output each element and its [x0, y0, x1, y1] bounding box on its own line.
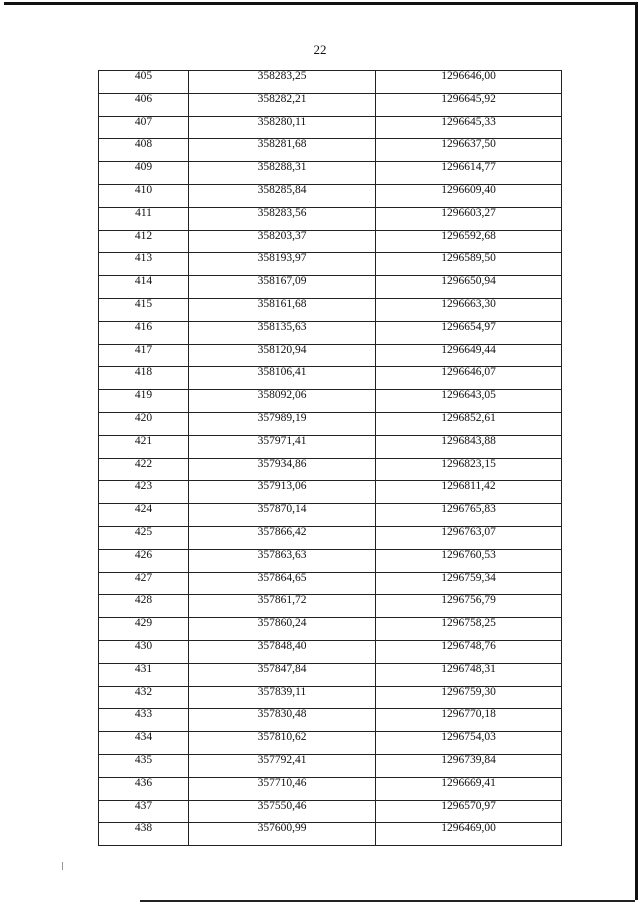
table-row — [99, 184, 562, 207]
coordinates-table — [98, 70, 562, 846]
point-number-cell: 415 — [99, 298, 189, 321]
table-row — [99, 618, 562, 641]
point-number-cell: 422 — [99, 458, 189, 481]
x-coordinate-cell: 357864,65 — [189, 572, 376, 595]
y-coordinate-cell: 1296637,50 — [376, 139, 562, 162]
point-number-cell: 421 — [99, 435, 189, 458]
point-number-cell: 405 — [99, 71, 189, 94]
point-number-cell: 418 — [99, 367, 189, 390]
table-row — [99, 823, 562, 846]
table-row — [99, 367, 562, 390]
point-number-cell: 409 — [99, 162, 189, 185]
x-coordinate-cell: 357934,86 — [189, 458, 376, 481]
table-row — [99, 526, 562, 549]
y-coordinate-cell: 1296748,76 — [376, 640, 562, 663]
y-coordinate-cell: 1296754,03 — [376, 732, 562, 755]
y-coordinate-cell: 1296763,07 — [376, 526, 562, 549]
y-coordinate-cell: 1296765,83 — [376, 504, 562, 527]
table-row — [99, 754, 562, 777]
y-coordinate-cell: 1296469,00 — [376, 823, 562, 846]
point-number-cell: 413 — [99, 253, 189, 276]
x-coordinate-cell: 357550,46 — [189, 800, 376, 823]
point-number-cell: 417 — [99, 344, 189, 367]
y-coordinate-cell: 1296646,00 — [376, 71, 562, 94]
y-coordinate-cell: 1296756,79 — [376, 595, 562, 618]
point-number-cell: 437 — [99, 800, 189, 823]
table-row — [99, 139, 562, 162]
table-row — [99, 253, 562, 276]
x-coordinate-cell: 358106,41 — [189, 367, 376, 390]
table-row — [99, 207, 562, 230]
table-row — [99, 595, 562, 618]
point-number-cell: 427 — [99, 572, 189, 595]
point-number-cell: 411 — [99, 207, 189, 230]
y-coordinate-cell: 1296760,53 — [376, 549, 562, 572]
x-coordinate-cell: 358282,21 — [189, 93, 376, 116]
table-row — [99, 162, 562, 185]
point-number-cell: 429 — [99, 618, 189, 641]
y-coordinate-cell: 1296748,31 — [376, 663, 562, 686]
point-number-cell: 431 — [99, 663, 189, 686]
table-row — [99, 458, 562, 481]
y-coordinate-cell: 1296843,88 — [376, 435, 562, 458]
x-coordinate-cell: 357870,14 — [189, 504, 376, 527]
y-coordinate-cell: 1296645,33 — [376, 116, 562, 139]
point-number-cell: 408 — [99, 139, 189, 162]
point-number-cell: 419 — [99, 390, 189, 413]
x-coordinate-cell: 358281,68 — [189, 139, 376, 162]
point-number-cell: 410 — [99, 184, 189, 207]
y-coordinate-cell: 1296645,92 — [376, 93, 562, 116]
y-coordinate-cell: 1296739,84 — [376, 754, 562, 777]
y-coordinate-cell: 1296589,50 — [376, 253, 562, 276]
table-row — [99, 572, 562, 595]
x-coordinate-cell: 357847,84 — [189, 663, 376, 686]
x-coordinate-cell: 358285,84 — [189, 184, 376, 207]
y-coordinate-cell: 1296643,05 — [376, 390, 562, 413]
x-coordinate-cell: 357600,99 — [189, 823, 376, 846]
point-number-cell: 414 — [99, 276, 189, 299]
x-coordinate-cell: 358283,25 — [189, 71, 376, 94]
table-row — [99, 549, 562, 572]
page-border-right — [635, 2, 638, 900]
point-number-cell: 425 — [99, 526, 189, 549]
table-row — [99, 435, 562, 458]
table-row — [99, 321, 562, 344]
table-row — [99, 298, 562, 321]
x-coordinate-cell: 358167,09 — [189, 276, 376, 299]
y-coordinate-cell: 1296823,15 — [376, 458, 562, 481]
table-row — [99, 93, 562, 116]
x-coordinate-cell: 358161,68 — [189, 298, 376, 321]
x-coordinate-cell: 357971,41 — [189, 435, 376, 458]
point-number-cell: 426 — [99, 549, 189, 572]
table-row — [99, 481, 562, 504]
x-coordinate-cell: 357863,63 — [189, 549, 376, 572]
point-number-cell: 423 — [99, 481, 189, 504]
point-number-cell: 420 — [99, 412, 189, 435]
point-number-cell: 433 — [99, 709, 189, 732]
y-coordinate-cell: 1296758,25 — [376, 618, 562, 641]
x-coordinate-cell: 357848,40 — [189, 640, 376, 663]
y-coordinate-cell: 1296654,97 — [376, 321, 562, 344]
x-coordinate-cell: 358283,56 — [189, 207, 376, 230]
table-row — [99, 504, 562, 527]
point-number-cell: 416 — [99, 321, 189, 344]
table-row — [99, 709, 562, 732]
y-coordinate-cell: 1296852,61 — [376, 412, 562, 435]
x-coordinate-cell: 357830,48 — [189, 709, 376, 732]
table-row — [99, 800, 562, 823]
scan-speck — [62, 862, 63, 870]
x-coordinate-cell: 357989,19 — [189, 412, 376, 435]
y-coordinate-cell: 1296592,68 — [376, 230, 562, 253]
x-coordinate-cell: 357792,41 — [189, 754, 376, 777]
y-coordinate-cell: 1296614,77 — [376, 162, 562, 185]
table-row — [99, 344, 562, 367]
y-coordinate-cell: 1296603,27 — [376, 207, 562, 230]
table-row — [99, 663, 562, 686]
x-coordinate-cell: 358135,63 — [189, 321, 376, 344]
y-coordinate-cell: 1296770,18 — [376, 709, 562, 732]
y-coordinate-cell: 1296570,97 — [376, 800, 562, 823]
y-coordinate-cell: 1296663,30 — [376, 298, 562, 321]
point-number-cell: 406 — [99, 93, 189, 116]
point-number-cell: 438 — [99, 823, 189, 846]
x-coordinate-cell: 358120,94 — [189, 344, 376, 367]
point-number-cell: 424 — [99, 504, 189, 527]
y-coordinate-cell: 1296609,40 — [376, 184, 562, 207]
table-row — [99, 71, 562, 94]
y-coordinate-cell: 1296646,07 — [376, 367, 562, 390]
y-coordinate-cell: 1296811,42 — [376, 481, 562, 504]
table-row — [99, 116, 562, 139]
x-coordinate-cell: 357839,11 — [189, 686, 376, 709]
x-coordinate-cell: 358092,06 — [189, 390, 376, 413]
x-coordinate-cell: 357861,72 — [189, 595, 376, 618]
y-coordinate-cell: 1296649,44 — [376, 344, 562, 367]
point-number-cell: 428 — [99, 595, 189, 618]
x-coordinate-cell: 358280,11 — [189, 116, 376, 139]
x-coordinate-cell: 357810,62 — [189, 732, 376, 755]
table-row — [99, 276, 562, 299]
point-number-cell: 407 — [99, 116, 189, 139]
point-number-cell: 436 — [99, 777, 189, 800]
y-coordinate-cell: 1296759,34 — [376, 572, 562, 595]
table-row — [99, 777, 562, 800]
x-coordinate-cell: 358193,97 — [189, 253, 376, 276]
point-number-cell: 432 — [99, 686, 189, 709]
page-border-top — [4, 2, 636, 5]
page-border-bottom — [140, 900, 635, 902]
page-number: 22 — [313, 42, 327, 57]
x-coordinate-cell: 357860,24 — [189, 618, 376, 641]
point-number-cell: 412 — [99, 230, 189, 253]
x-coordinate-cell: 357710,46 — [189, 777, 376, 800]
x-coordinate-cell: 357866,42 — [189, 526, 376, 549]
table-row — [99, 230, 562, 253]
point-number-cell: 435 — [99, 754, 189, 777]
x-coordinate-cell: 358203,37 — [189, 230, 376, 253]
point-number-cell: 430 — [99, 640, 189, 663]
table-row — [99, 640, 562, 663]
y-coordinate-cell: 1296669,41 — [376, 777, 562, 800]
table-row — [99, 412, 562, 435]
coordinates-table-body — [99, 71, 562, 846]
x-coordinate-cell: 357913,06 — [189, 481, 376, 504]
y-coordinate-cell: 1296650,94 — [376, 276, 562, 299]
table-row — [99, 732, 562, 755]
table-row — [99, 390, 562, 413]
table-row — [99, 686, 562, 709]
y-coordinate-cell: 1296759,30 — [376, 686, 562, 709]
point-number-cell: 434 — [99, 732, 189, 755]
x-coordinate-cell: 358288,31 — [189, 162, 376, 185]
